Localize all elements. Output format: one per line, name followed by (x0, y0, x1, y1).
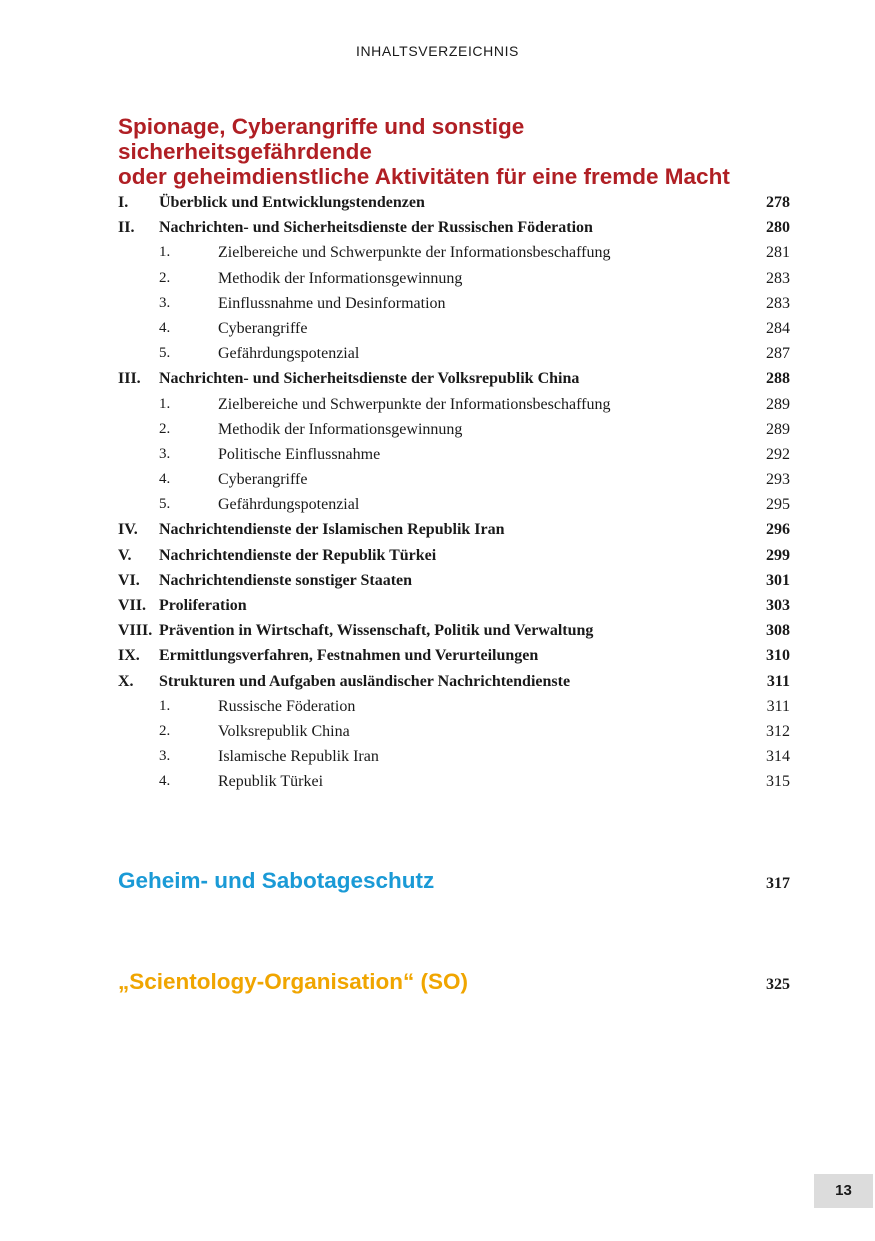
toc-entry[interactable] (118, 543, 790, 568)
toc-entry-page: 281 (766, 244, 790, 262)
toc-entry-page: 315 (766, 773, 790, 791)
section-title-scientology: „Scientology-Organisation“ (SO) (118, 969, 469, 994)
toc-entry-num: X. (118, 672, 134, 690)
chapter-title (118, 114, 778, 189)
toc-subentry[interactable] (118, 442, 790, 467)
toc-entry-num: 4. (159, 773, 171, 790)
toc-entry-page: 280 (766, 219, 790, 237)
toc-subentry[interactable] (118, 492, 790, 517)
chapter-title-line-2: oder geheimdienstliche Aktivitäten für eine fremde Macht (118, 164, 730, 189)
toc-entry[interactable] (118, 593, 790, 618)
toc-entry-num: 1. (159, 244, 171, 261)
toc-entry[interactable] (118, 190, 790, 215)
toc-entry-page: 295 (766, 496, 790, 514)
toc-entry-page: 289 (766, 395, 790, 413)
toc-entry-num: I. (118, 194, 129, 211)
toc-entry-title: Zielbereiche und Schwerpunkte der Informationsbeschaffung (218, 395, 611, 413)
toc-entry-num: 1. (159, 697, 171, 714)
toc-entry-title: Republik Türkei (218, 773, 324, 791)
toc-entry-page: 289 (766, 420, 790, 438)
toc-entry-num: IV. (118, 521, 138, 539)
running-head: INHALTSVERZEICHNIS (355, 43, 519, 59)
toc-section-scientology[interactable] (118, 969, 790, 995)
toc-entry[interactable] (118, 366, 790, 391)
toc-entry-title: Zielbereiche und Schwerpunkte der Informationsbeschaffung (218, 244, 611, 262)
toc-entry-title: Cyberangriffe (218, 319, 308, 337)
toc-entry-num: 3. (159, 445, 171, 462)
toc-entry[interactable] (118, 618, 790, 643)
toc-entry-num: 4. (159, 471, 171, 488)
toc-entry-num: 2. (159, 420, 171, 437)
toc-entry[interactable] (118, 643, 790, 668)
toc-entry-page: 283 (766, 269, 790, 287)
toc-subentry[interactable] (118, 316, 790, 341)
toc-subentry[interactable] (118, 719, 790, 744)
toc-section-geheimschutz[interactable] (118, 868, 790, 894)
toc-entry-title: Nachrichten- und Sicherheitsdienste der Volksrepublik China (159, 370, 580, 388)
toc-entry-title: Politische Einflussnahme (218, 445, 381, 463)
toc-entry-page: 299 (766, 546, 790, 564)
toc-entry-num: II. (118, 219, 135, 237)
toc-entry-num: VIII. (118, 622, 153, 640)
toc-entry-page: 311 (766, 697, 790, 715)
section-page-geheimschutz: 317 (766, 875, 790, 892)
toc-entry-title: Nachrichtendienste der Republik Türkei (159, 546, 437, 564)
section-title-geheimschutz: Geheim- und Sabotageschutz (118, 868, 435, 893)
toc-entry-num: III. (118, 370, 141, 388)
toc-entry-num: 1. (159, 395, 171, 412)
toc-entry-num: VI. (118, 571, 140, 589)
toc-entry[interactable] (118, 215, 790, 240)
section-page-scientology: 325 (766, 976, 790, 993)
toc-entry-title: Überblick und Entwicklungstendenzen (159, 194, 425, 211)
toc-entry-title: Proliferation (159, 597, 247, 614)
toc-entry-page: 312 (766, 722, 790, 740)
toc-entry-num: 5. (159, 345, 171, 362)
toc-entry-page: 310 (766, 647, 790, 665)
toc-entry-page: 303 (766, 597, 790, 614)
page-number: 13 (814, 1174, 873, 1208)
toc-entry-num: 2. (159, 269, 171, 286)
toc-entry-title: Methodik der Informationsgewinnung (218, 420, 463, 438)
toc-subentry[interactable] (118, 694, 790, 719)
toc-entry[interactable] (118, 517, 790, 542)
toc-entry-num: 4. (159, 319, 171, 336)
toc-subentry[interactable] (118, 744, 790, 769)
toc-entry-page: 308 (766, 622, 790, 640)
toc-entry-title: Volksrepublik China (218, 722, 350, 740)
toc-entry-page: 296 (766, 521, 790, 539)
toc-entry-title: Strukturen und Aufgaben ausländischer Nachrichtendienste (159, 672, 571, 690)
toc-subentry[interactable] (118, 266, 790, 291)
toc-entry-title: Ermittlungsverfahren, Festnahmen und Verurteilungen (159, 647, 539, 665)
toc-entry-title: Cyberangriffe (218, 471, 308, 489)
toc-entry-num: 2. (159, 722, 171, 739)
toc-entry-title: Nachrichten- und Sicherheitsdienste der Russischen Föderation (159, 219, 593, 237)
toc-entry-title: Prävention in Wirtschaft, Wissenschaft, Politik und Verwaltung (159, 622, 594, 640)
toc-subentry[interactable] (118, 417, 790, 442)
toc-subentry[interactable] (118, 769, 790, 794)
toc-entry-title: Nachrichtendienste sonstiger Staaten (159, 571, 413, 589)
toc-entry[interactable] (118, 568, 790, 593)
toc-entry-page: 288 (766, 370, 790, 388)
toc-entry-num: V. (118, 546, 132, 564)
toc-entry-num: 3. (159, 748, 171, 765)
toc-entry-title: Einflussnahme und Desinformation (218, 294, 446, 312)
toc-entry-title: Nachrichtendienste der Islamischen Republik Iran (159, 521, 505, 539)
toc-subentry[interactable] (118, 467, 790, 492)
toc-entry-num: 5. (159, 496, 171, 513)
table-of-contents (118, 190, 790, 795)
toc-subentry[interactable] (118, 392, 790, 417)
toc-entry-num: VII. (118, 597, 147, 614)
toc-entry-page: 287 (766, 345, 790, 363)
toc-entry-page: 292 (766, 445, 790, 463)
toc-entry[interactable] (118, 669, 790, 694)
toc-entry-title: Islamische Republik Iran (218, 748, 379, 766)
toc-entry-page: 284 (766, 319, 790, 337)
toc-entry-page: 283 (766, 294, 790, 312)
toc-entry-num: 3. (159, 294, 171, 311)
toc-entry-title: Gefährdungspotenzial (218, 496, 360, 514)
toc-subentry[interactable] (118, 240, 790, 265)
toc-entry-page: 293 (766, 471, 790, 489)
toc-entry-title: Gefährdungspotenzial (218, 345, 360, 363)
toc-entry-page: 278 (766, 194, 790, 211)
toc-entry-page: 314 (766, 748, 790, 766)
toc-entry-title: Methodik der Informationsgewinnung (218, 269, 463, 287)
toc-subentry[interactable] (118, 341, 790, 366)
chapter-title-line-1: Spionage, Cyberangriffe und sonstige sicherheitsgefährdende (118, 114, 525, 164)
toc-entry-title: Russische Föderation (218, 697, 356, 715)
toc-entry-page: 301 (766, 571, 790, 589)
toc-subentry[interactable] (118, 291, 790, 316)
toc-entry-page: 311 (766, 672, 790, 690)
toc-entry-num: IX. (118, 647, 140, 665)
